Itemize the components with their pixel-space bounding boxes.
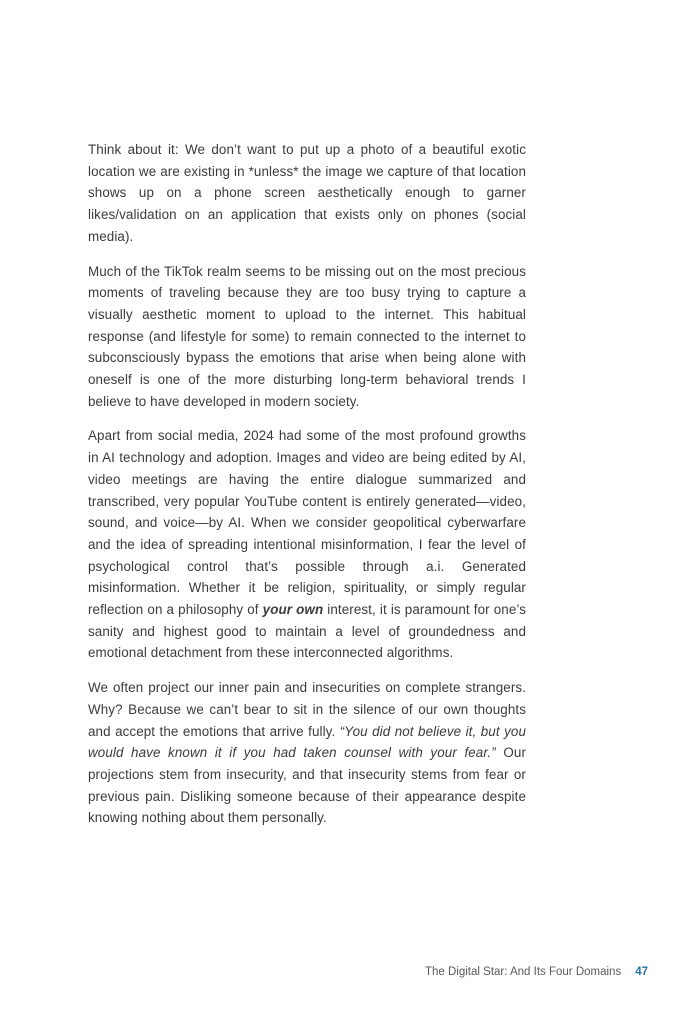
text-segment: Our projections stem from insecurity, and that insecurity stems from fear or previous pain. Disliking someone because of their appearance despite knowing nothing about them personally. [88, 745, 526, 826]
text-segment: “You did not believe it, but you would have known it if you had taken counsel with your fear.” [88, 723, 526, 761]
page-number: 47 [635, 966, 648, 978]
paragraph [88, 261, 526, 413]
text-segment: Think about it: We don’t want to put up a photo of a beautiful exotic location we are existing in *unless* the image we capture of that location shows up on a phone screen aesthetically enough to garner likes/validation on an application that exists only on phones (social media). [88, 142, 526, 244]
running-footer-title: The Digital Star: And Its Four Domains [424, 966, 622, 978]
page-footer [425, 965, 648, 980]
text-segment: your own [262, 602, 324, 618]
page-body [88, 139, 526, 842]
text-segment: interest, it is paramount for one’s sanity and highest good to maintain a level of groundedness and emotional detachment from these interconnected algorithms. [88, 602, 526, 661]
text-segment: Apart from social media, 2024 had some of the most profound growths in AI technology and adoption. Images and video are being edited by AI, video meetings are having the entire dialogue summarized and transcribed, very popular YouTube content is entirely generated—video, sound, and voice—by AI. When we consider geopolitical cyberwarfare and the idea of spreading intentional misinformation, I fear the level of psychological control that’s possible through a.i. Generated misinformation. Whether it be religion, spirituality, or simply regular reflection on a philosophy of [88, 428, 526, 618]
text-segment: Much of the TikTok realm seems to be missing out on the most precious moments of traveling because they are too busy trying to capture a visually aesthetic moment to upload to the internet. This habitual response (and lifestyle for some) to remain connected to the internet to subconsciously bypass the emotions that arise when being alone with oneself is one of the more disturbing long-term behavioral trends I believe to have developed in modern society. [88, 263, 526, 409]
paragraph [88, 425, 526, 664]
paragraph [88, 677, 526, 829]
paragraph [88, 139, 526, 248]
text-segment: We often project our inner pain and insecurities on complete strangers. Why? Because we can’t bear to sit in the silence of our own thoughts and accept the emotions that arrive fully. [88, 680, 526, 739]
